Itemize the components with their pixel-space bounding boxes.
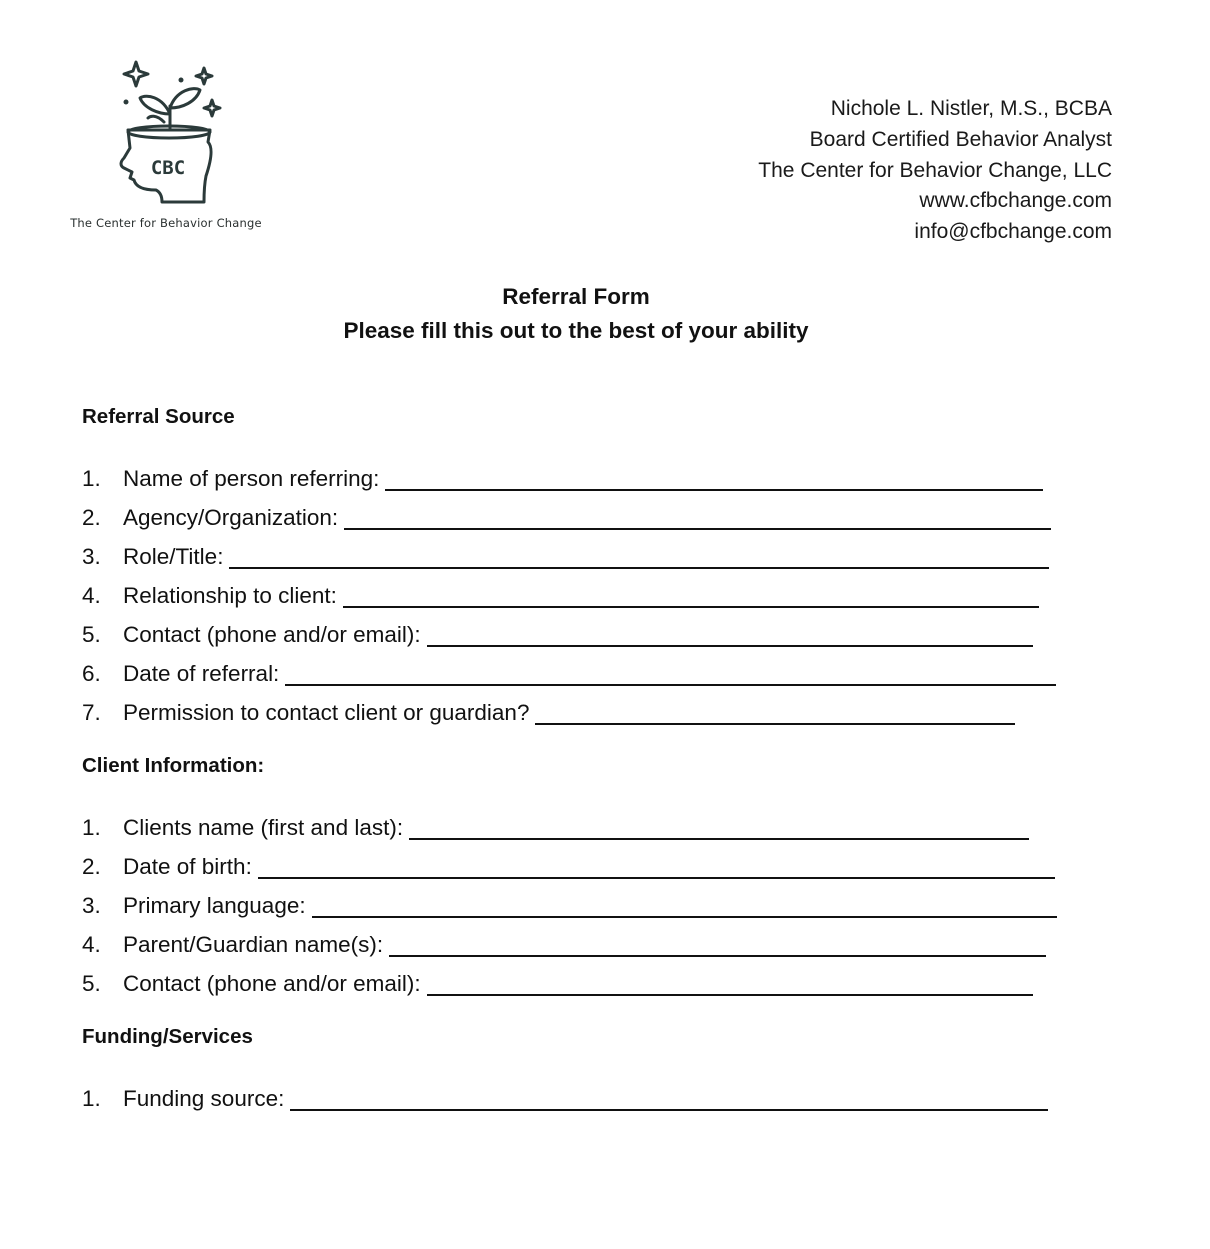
item-number: 1.: [82, 815, 101, 840]
form-row: [82, 850, 1055, 880]
field-label: Relationship to client:: [123, 583, 337, 608]
field-label: Date of birth:: [123, 854, 252, 879]
form-row: [82, 889, 1057, 919]
field-label: Clients name (first and last):: [123, 815, 404, 840]
referrer-contact-field[interactable]: [427, 621, 1033, 647]
item-number: 1.: [82, 1086, 101, 1111]
section-heading-referral-source: Referral Source: [82, 405, 235, 428]
form-row: [82, 1082, 1048, 1112]
item-number: 6.: [82, 661, 101, 686]
contact-credential: Board Certified Behavior Analyst: [809, 127, 1112, 151]
client-name-field[interactable]: [409, 814, 1029, 840]
contact-name: Nichole L. Nistler, M.S., BCBA: [830, 97, 1112, 120]
form-row: [82, 618, 1033, 648]
field-label: Permission to contact client or guardian?: [123, 700, 530, 725]
item-number: 2.: [82, 505, 101, 530]
item-number: 3.: [82, 544, 101, 569]
field-label: Name of person referring:: [123, 466, 380, 491]
section-heading-client-information: Client Information:: [82, 754, 265, 777]
item-number: 5.: [82, 971, 101, 996]
form-row: [82, 967, 1033, 997]
form-row: [82, 462, 1043, 492]
relationship-to-client-field[interactable]: [343, 582, 1039, 608]
cbc-logo: [66, 56, 266, 236]
field-label: Date of referral:: [123, 661, 280, 686]
contact-organization: The Center for Behavior Change, LLC: [758, 158, 1112, 182]
form-row: [82, 657, 1056, 687]
client-contact-field[interactable]: [427, 970, 1033, 996]
date-of-birth-field[interactable]: [258, 853, 1055, 879]
item-number: 3.: [82, 893, 101, 918]
form-row: [82, 811, 1029, 841]
item-number: 1.: [82, 466, 101, 491]
field-label: Agency/Organization:: [123, 505, 339, 530]
logo-caption: The Center for Behavior Change: [70, 216, 262, 230]
primary-language-field[interactable]: [312, 892, 1057, 918]
field-label: Contact (phone and/or email):: [123, 622, 421, 647]
item-number: 2.: [82, 854, 101, 879]
form-subtitle: Please fill this out to the best of your ability: [343, 318, 809, 343]
name-of-person-referring-field[interactable]: [385, 465, 1043, 491]
role-title-field[interactable]: [229, 543, 1049, 569]
form-title: Referral Form: [502, 284, 650, 309]
contact-website[interactable]: www.cfbchange.com: [919, 189, 1112, 213]
form-row: [82, 540, 1049, 570]
item-number: 5.: [82, 622, 101, 647]
section-heading-funding-services: Funding/Services: [82, 1025, 253, 1048]
field-label: Role/Title:: [123, 544, 224, 569]
agency-organization-field[interactable]: [344, 504, 1051, 530]
form-row: [82, 579, 1039, 609]
item-number: 7.: [82, 700, 101, 725]
field-label: Funding source:: [123, 1086, 285, 1111]
field-label: Contact (phone and/or email):: [123, 971, 421, 996]
contact-block: [758, 94, 1112, 248]
head-with-sprout-icon: [106, 56, 226, 206]
form-row: [82, 501, 1051, 531]
permission-to-contact-field[interactable]: [535, 699, 1015, 725]
logo-initials: CBC: [150, 157, 186, 179]
form-title-block: [0, 280, 1152, 348]
parent-guardian-name-field[interactable]: [389, 931, 1046, 957]
field-label: Parent/Guardian name(s):: [123, 932, 384, 957]
field-label: Primary language:: [123, 893, 306, 918]
item-number: 4.: [82, 583, 101, 608]
funding-source-field[interactable]: [290, 1085, 1048, 1111]
date-of-referral-field[interactable]: [285, 660, 1056, 686]
form-row: [82, 928, 1046, 958]
item-number: 4.: [82, 932, 101, 957]
form-row: [82, 696, 1015, 726]
contact-email[interactable]: info@cfbchange.com: [914, 220, 1112, 244]
